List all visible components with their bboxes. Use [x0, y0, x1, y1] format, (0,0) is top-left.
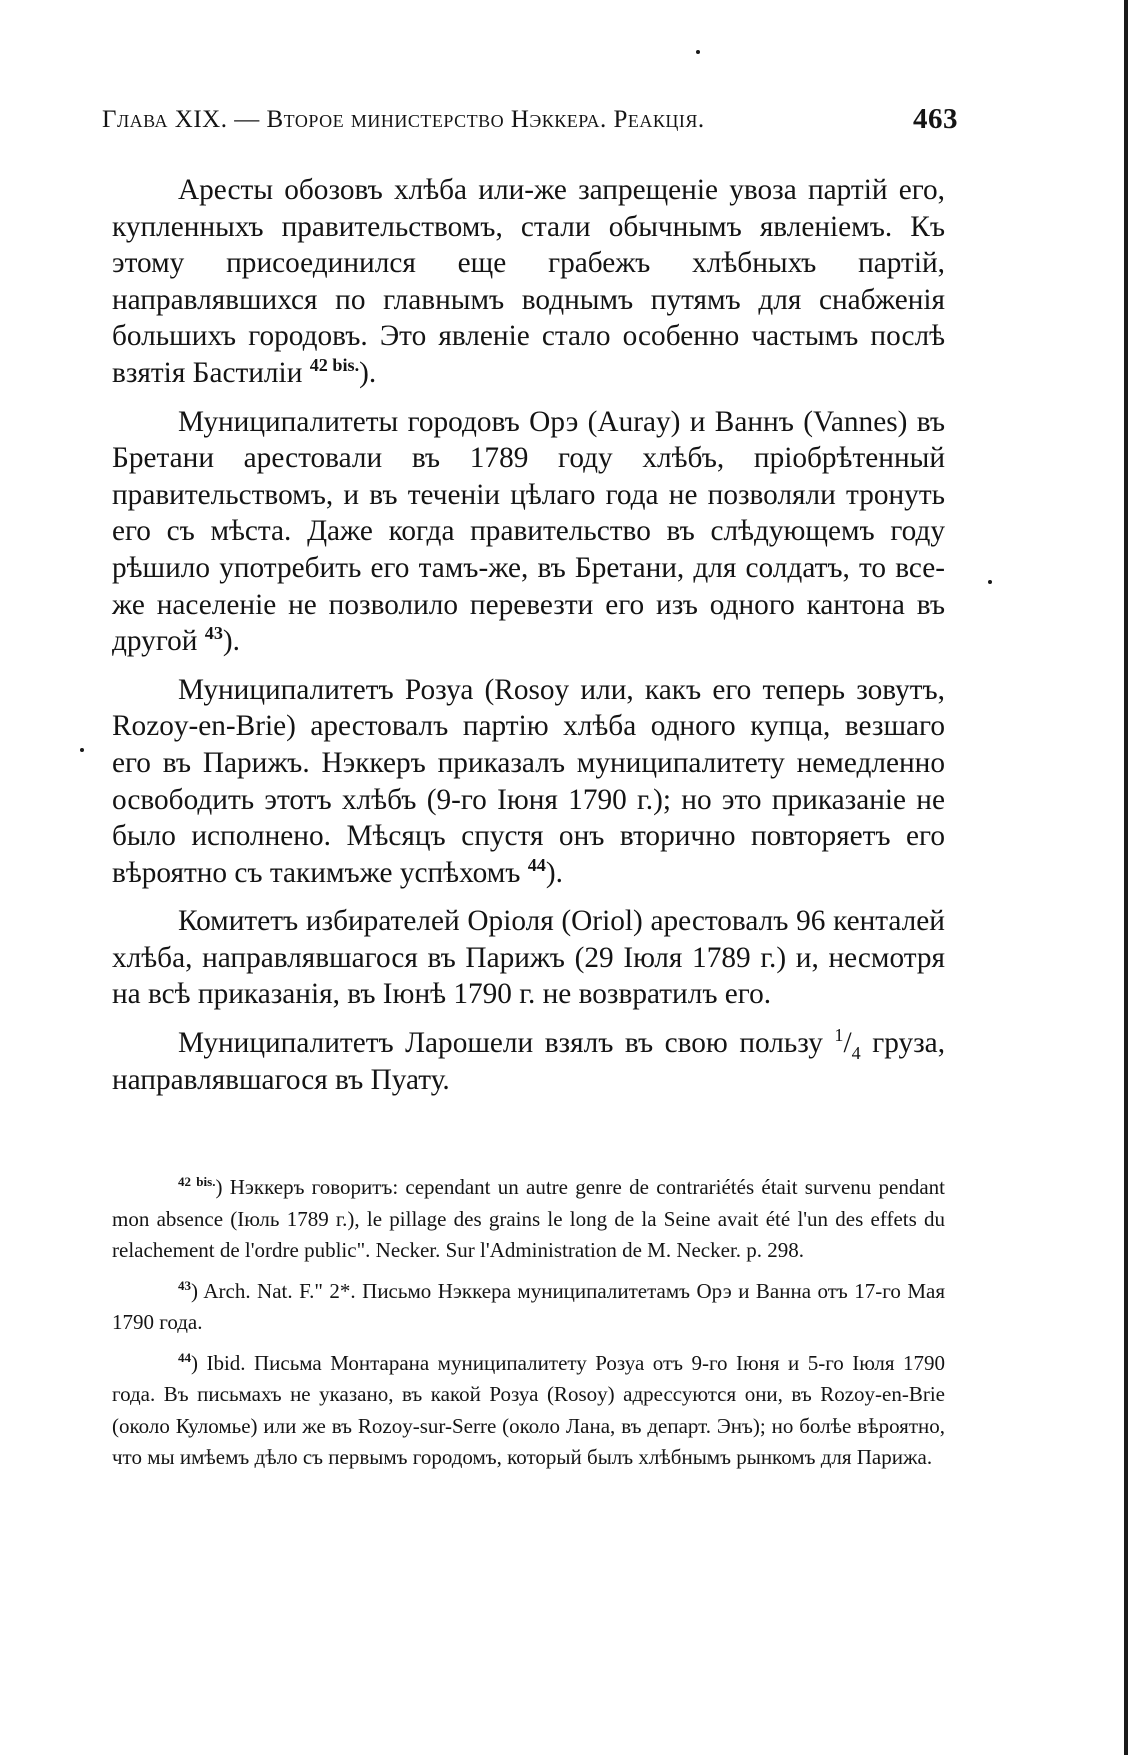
footnote — [112, 1276, 945, 1339]
paragraph-tail: ). — [545, 856, 563, 889]
footnote-reference: 42 bis. — [309, 355, 360, 376]
footnote-text: ) Ibid. Письма Монтарана муниципалитету Розуа отъ 9-го Іюня и 5-го Іюля 1790 года. Въ письмахъ не указано, въ какой Розуа (Rosoy) адрессуются они, въ Rozoy-en-Brie (около Куломье) или же въ Rozoy-sur-Serre (около Лана, въ департ. Энъ); но болѣе вѣроятно, что мы имѣемъ дѣло съ первымъ городомъ, который былъ хлѣбнымъ рынкомъ для Парижа. — [112, 1350, 945, 1469]
footnote-mark: 43 — [178, 1277, 192, 1293]
footnote-text: ) Нэккеръ говоритъ: cependant un autre genre de contrariétés était survenu pendant mon absence (Іюль 1789 г.), le pillage des grains le long de la Seine avait été l'un des effets du relachement de l'ordre public". Necker. Sur l'Administration de M. Necker. p. 298. — [112, 1175, 945, 1262]
footnote-text: ) Arch. Nat. F." 2*. Письмо Нэккера муниципалитетамъ Орэ и Ванна отъ 17-го Мая 1790 года. — [112, 1278, 945, 1334]
main-text — [112, 172, 945, 1110]
footnote — [112, 1348, 945, 1474]
paragraph-text: Муниципалитетъ Ларошели взялъ въ свою пользу — [178, 1027, 823, 1060]
footnote — [112, 1172, 945, 1267]
running-head: Глава XIX. — Второе министерство Нэккера. Реакція. — [102, 106, 705, 133]
fraction-denominator: 4 — [851, 1042, 861, 1063]
footnote-reference: 44 — [527, 854, 546, 875]
fraction: $^1/_4$ — [834, 1025, 861, 1063]
paragraph-text: груза, направлявшагося въ Пуату. — [112, 1027, 946, 1096]
fraction-numerator: 1 — [834, 1025, 844, 1046]
footnote-mark: 42 bis. — [178, 1174, 216, 1189]
page-edge-line — [1124, 0, 1128, 1755]
speck-mark — [80, 748, 84, 752]
footnotes — [112, 1172, 945, 1483]
speck-mark — [988, 580, 992, 584]
paragraph-text: Аресты обозовъ хлѣба или-же запрещеніе увоза партій его, купленныхъ правительствомъ, стали обычнымъ явленіемъ. Къ этому присоединился еще грабежъ хлѣбныхъ партій, направлявшихся по главнымъ воднымъ путямъ для снабженія большихъ городовъ. Это явленіе стало особенно частымъ послѣ взятія Бастиліи — [112, 174, 945, 389]
page-header — [102, 103, 958, 146]
paragraph — [112, 172, 945, 392]
page-number: 463 — [913, 103, 958, 135]
paragraph-text: Комитетъ избирателей Оріоля (Oriol) арестовалъ 96 кенталей хлѣба, направлявшагося въ Парижъ (29 Іюля 1789 г.) и, несмотря на всѣ приказанія, въ Іюнѣ 1790 г. не возвратилъ его. — [112, 905, 945, 1011]
paragraph-text: Муниципалитеты городовъ Орэ (Auray) и Ваннъ (Vannes) въ Бретани арестовали въ 1789 году хлѣбъ, пріобрѣтенный правительствомъ, и въ теченіи цѣлаго года не позволяли тронуть его съ мѣста. Даже когда правительство въ слѣдующемъ году рѣшило употребить его тамъ-же, въ Бретани, для солдатъ, то все-же населеніе не позволило перевезти его изъ одного кантона въ другой — [112, 405, 945, 658]
paragraph-tail: ). — [359, 356, 377, 389]
paragraph-tail: ). — [222, 625, 241, 658]
paragraph — [112, 903, 945, 1013]
footnote-mark: 44 — [178, 1349, 192, 1365]
paragraph — [112, 672, 945, 892]
paragraph — [112, 1025, 945, 1098]
paragraph — [112, 404, 945, 660]
footnote-reference: 43 — [204, 623, 223, 644]
paragraph-text: Муниципалитетъ Розуа (Rosoy или, какъ его теперь зовутъ, Rozoy-en-Brie) арестовалъ партію хлѣба одного купца, везшаго его въ Парижъ. Нэккеръ приказалъ муниципалитету немедленно освободить этотъ хлѣбъ (9-го Іюня 1790 г.); но это приказаніе не было исполнено. Мѣсяцъ спустя онъ вторично повторяетъ его вѣроятно съ такимъже успѣхомъ — [112, 673, 945, 889]
speck-mark — [696, 50, 700, 54]
